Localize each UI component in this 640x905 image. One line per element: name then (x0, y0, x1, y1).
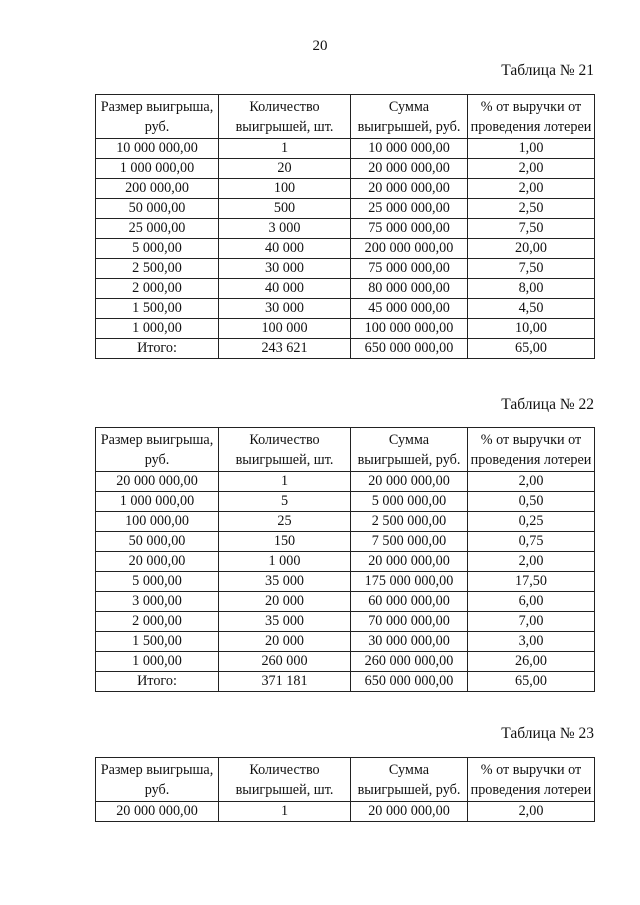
cell-revenue-percent: 2,00 (468, 802, 595, 822)
cell-prize-sum: 30 000 000,00 (351, 632, 468, 652)
table-row (96, 572, 595, 592)
table-row (96, 279, 595, 299)
cell-revenue-percent: 65,00 (468, 339, 595, 359)
cell-revenue-percent: 0,25 (468, 512, 595, 532)
table-row (96, 492, 595, 512)
cell-revenue-percent: 65,00 (468, 672, 595, 692)
cell-revenue-percent: 0,75 (468, 532, 595, 552)
table-row (96, 552, 595, 572)
table-total-row (96, 672, 595, 692)
table-22-body (96, 472, 595, 692)
cell-revenue-percent: 4,50 (468, 299, 595, 319)
table-23-caption: Таблица № 23 (501, 725, 594, 742)
cell-prize-sum: 75 000 000,00 (351, 219, 468, 239)
table-row (96, 219, 595, 239)
cell-prize-count: 1 (219, 802, 351, 822)
cell-prize-sum: 10 000 000,00 (351, 139, 468, 159)
table-row (96, 532, 595, 552)
cell-prize-size: 10 000 000,00 (96, 139, 219, 159)
cell-revenue-percent: 7,50 (468, 259, 595, 279)
cell-prize-sum: 200 000 000,00 (351, 239, 468, 259)
cell-prize-sum: 75 000 000,00 (351, 259, 468, 279)
table-row (96, 632, 595, 652)
cell-prize-size: 20 000,00 (96, 552, 219, 572)
cell-prize-size: Итого: (96, 672, 219, 692)
cell-prize-count: 40 000 (219, 239, 351, 259)
cell-prize-count: 243 621 (219, 339, 351, 359)
cell-revenue-percent: 20,00 (468, 239, 595, 259)
cell-prize-count: 500 (219, 199, 351, 219)
cell-prize-sum: 175 000 000,00 (351, 572, 468, 592)
cell-prize-count: 5 (219, 492, 351, 512)
table-header-row (96, 428, 595, 472)
table-header-row (96, 95, 595, 139)
cell-prize-size: 2 000,00 (96, 612, 219, 632)
cell-prize-size: 25 000,00 (96, 219, 219, 239)
cell-prize-count: 35 000 (219, 612, 351, 632)
cell-prize-sum: 70 000 000,00 (351, 612, 468, 632)
cell-prize-sum: 20 000 000,00 (351, 552, 468, 572)
cell-prize-size: 100 000,00 (96, 512, 219, 532)
table-row (96, 239, 595, 259)
cell-prize-size: 5 000,00 (96, 572, 219, 592)
cell-prize-count: 1 (219, 472, 351, 492)
cell-prize-sum: 5 000 000,00 (351, 492, 468, 512)
header-prize-sum: Сумма выигрышей, руб. (351, 95, 468, 139)
header-prize-size: Размер выигрыша, руб. (96, 95, 219, 139)
cell-revenue-percent: 2,50 (468, 199, 595, 219)
cell-prize-size: 2 000,00 (96, 279, 219, 299)
cell-prize-size: Итого: (96, 339, 219, 359)
cell-prize-size: 1 000 000,00 (96, 492, 219, 512)
cell-prize-sum: 100 000 000,00 (351, 319, 468, 339)
cell-prize-sum: 25 000 000,00 (351, 199, 468, 219)
cell-revenue-percent: 2,00 (468, 552, 595, 572)
table-row (96, 512, 595, 532)
table-21-body (96, 139, 595, 359)
cell-prize-count: 20 000 (219, 632, 351, 652)
header-prize-size: Размер выигрыша, руб. (96, 428, 219, 472)
cell-prize-count: 30 000 (219, 299, 351, 319)
table-row (96, 802, 595, 822)
header-revenue-percent: % от выручки от проведения лотереи (468, 428, 595, 472)
cell-prize-count: 40 000 (219, 279, 351, 299)
cell-prize-size: 3 000,00 (96, 592, 219, 612)
cell-prize-size: 200 000,00 (96, 179, 219, 199)
cell-prize-count: 1 (219, 139, 351, 159)
table-21 (95, 94, 595, 359)
cell-prize-count: 100 000 (219, 319, 351, 339)
cell-revenue-percent: 10,00 (468, 319, 595, 339)
table-total-row (96, 339, 595, 359)
cell-prize-sum: 20 000 000,00 (351, 802, 468, 822)
cell-prize-size: 1 000,00 (96, 652, 219, 672)
cell-prize-size: 1 000,00 (96, 319, 219, 339)
table-23-body (96, 802, 595, 822)
cell-prize-count: 260 000 (219, 652, 351, 672)
header-prize-size: Размер выигрыша, руб. (96, 758, 219, 802)
cell-prize-count: 1 000 (219, 552, 351, 572)
cell-prize-size: 20 000 000,00 (96, 802, 219, 822)
table-row (96, 299, 595, 319)
cell-prize-size: 1 500,00 (96, 632, 219, 652)
table-row (96, 179, 595, 199)
cell-prize-sum: 2 500 000,00 (351, 512, 468, 532)
cell-prize-count: 35 000 (219, 572, 351, 592)
cell-prize-sum: 45 000 000,00 (351, 299, 468, 319)
table-row (96, 159, 595, 179)
cell-revenue-percent: 7,00 (468, 612, 595, 632)
cell-prize-count: 20 (219, 159, 351, 179)
cell-revenue-percent: 3,00 (468, 632, 595, 652)
cell-prize-sum: 20 000 000,00 (351, 159, 468, 179)
table-row (96, 259, 595, 279)
cell-revenue-percent: 1,00 (468, 139, 595, 159)
table-23 (95, 757, 595, 822)
header-prize-sum: Сумма выигрышей, руб. (351, 758, 468, 802)
cell-prize-sum: 60 000 000,00 (351, 592, 468, 612)
header-prize-sum: Сумма выигрышей, руб. (351, 428, 468, 472)
cell-revenue-percent: 2,00 (468, 179, 595, 199)
table-row (96, 652, 595, 672)
cell-prize-size: 50 000,00 (96, 532, 219, 552)
cell-prize-sum: 20 000 000,00 (351, 179, 468, 199)
cell-prize-sum: 650 000 000,00 (351, 672, 468, 692)
cell-prize-count: 100 (219, 179, 351, 199)
cell-prize-count: 3 000 (219, 219, 351, 239)
table-row (96, 592, 595, 612)
cell-prize-size: 1 500,00 (96, 299, 219, 319)
cell-prize-count: 150 (219, 532, 351, 552)
table-22 (95, 427, 595, 692)
table-row (96, 612, 595, 632)
cell-revenue-percent: 0,50 (468, 492, 595, 512)
header-prize-count: Количество выигрышей, шт. (219, 758, 351, 802)
cell-revenue-percent: 2,00 (468, 159, 595, 179)
cell-prize-sum: 80 000 000,00 (351, 279, 468, 299)
page-number: 20 (312, 38, 328, 54)
cell-prize-count: 30 000 (219, 259, 351, 279)
table-header-row (96, 758, 595, 802)
table-row (96, 319, 595, 339)
table-22-caption: Таблица № 22 (501, 396, 594, 413)
table-21-caption: Таблица № 21 (501, 62, 594, 79)
header-prize-count: Количество выигрышей, шт. (219, 428, 351, 472)
cell-prize-count: 20 000 (219, 592, 351, 612)
table-row (96, 139, 595, 159)
table-row (96, 199, 595, 219)
cell-prize-count: 371 181 (219, 672, 351, 692)
cell-revenue-percent: 2,00 (468, 472, 595, 492)
cell-revenue-percent: 17,50 (468, 572, 595, 592)
cell-revenue-percent: 8,00 (468, 279, 595, 299)
cell-prize-size: 2 500,00 (96, 259, 219, 279)
cell-prize-sum: 20 000 000,00 (351, 472, 468, 492)
header-prize-count: Количество выигрышей, шт. (219, 95, 351, 139)
cell-prize-size: 1 000 000,00 (96, 159, 219, 179)
cell-prize-size: 20 000 000,00 (96, 472, 219, 492)
cell-revenue-percent: 7,50 (468, 219, 595, 239)
cell-prize-sum: 7 500 000,00 (351, 532, 468, 552)
cell-prize-sum: 650 000 000,00 (351, 339, 468, 359)
table-row (96, 472, 595, 492)
cell-prize-count: 25 (219, 512, 351, 532)
cell-prize-sum: 260 000 000,00 (351, 652, 468, 672)
cell-prize-size: 5 000,00 (96, 239, 219, 259)
header-revenue-percent: % от выручки от проведения лотереи (468, 758, 595, 802)
cell-revenue-percent: 26,00 (468, 652, 595, 672)
header-revenue-percent: % от выручки от проведения лотереи (468, 95, 595, 139)
cell-prize-size: 50 000,00 (96, 199, 219, 219)
cell-revenue-percent: 6,00 (468, 592, 595, 612)
